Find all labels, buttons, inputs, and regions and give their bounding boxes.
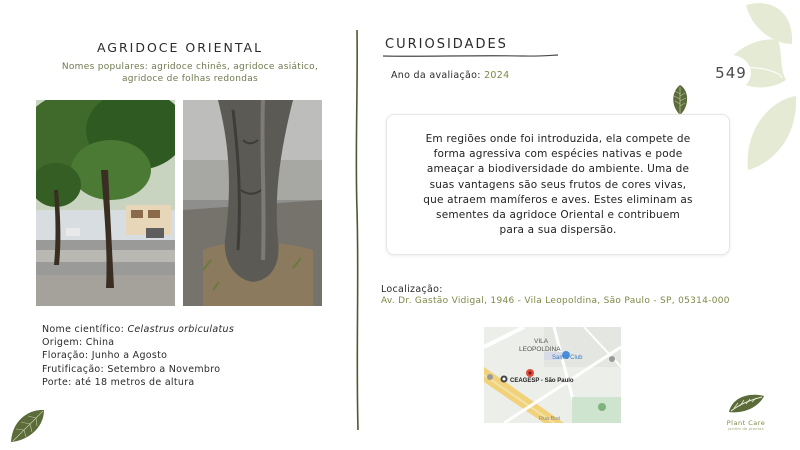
divider-line xyxy=(352,30,362,430)
evaluation-year xyxy=(391,70,509,81)
plant-size: Porte: até 18 metros de altura xyxy=(42,376,195,388)
map-street: Rua Buri xyxy=(539,416,561,422)
section-title: CURIOSIDADES xyxy=(385,37,508,52)
leaf-icon-bottom xyxy=(8,407,48,445)
tree-photo-trunk xyxy=(183,100,322,306)
curiosity-line: ameaçar a biodiversidade do ambiente. Uma de xyxy=(426,163,690,176)
plant-title: AGRIDOCE ORIENTAL xyxy=(96,40,264,55)
curiosity-line: forma agressiva com espécies nativas e pode xyxy=(433,148,683,161)
curiosity-line: sementes da agridoce Oriental e contribuem xyxy=(436,209,680,222)
curiosity-card xyxy=(386,114,730,255)
map-poi-sams-club: Sam's Club xyxy=(552,355,583,361)
scientific-name-row xyxy=(42,323,234,336)
location-address: Av. Dr. Gastão Vidigal, 1946 - Vila Leopoldina, São Paulo - SP, 05314-000 xyxy=(381,296,730,306)
popular-names-line2: agridoce de folhas redondas xyxy=(121,74,259,84)
scientific-name: Celastrus orbiculatus xyxy=(127,324,235,335)
size-row xyxy=(42,376,234,389)
scientific-name-label: Nome científico: xyxy=(42,324,128,335)
year-label: Ano da avaliação: xyxy=(391,70,485,81)
origin-row xyxy=(42,336,234,349)
popular-names-line1: Nomes populares: agridoce chinês, agridoce asiático, xyxy=(61,62,319,72)
curiosity-line: Em regiões onde foi introduzida, ela compete de xyxy=(425,133,691,145)
fruiting-row xyxy=(42,363,234,376)
origin: Origem: China xyxy=(42,337,115,349)
brand-leaf-icon xyxy=(726,392,766,414)
brand-logo xyxy=(716,392,776,431)
plant-specs xyxy=(42,323,234,389)
map-poi-ceagesp: CEAGESP - São Paulo xyxy=(510,378,574,384)
flowering-row xyxy=(42,349,234,362)
popular-names xyxy=(40,61,340,85)
map-district-line2: LEOPOLDINA xyxy=(519,346,561,353)
title-underline xyxy=(383,53,558,59)
year-value: 2024 xyxy=(484,70,510,81)
tree-photo-street xyxy=(36,100,175,306)
fruiting: Frutificação: Setembro a Novembro xyxy=(42,363,221,375)
location-map[interactable] xyxy=(484,327,621,423)
curiosity-text xyxy=(399,132,717,238)
plant-number-badge: 549 xyxy=(711,55,751,91)
curiosity-line: para a sua dispersão. xyxy=(499,224,617,237)
flowering: Floração: Junho a Agosto xyxy=(42,350,168,362)
brand-tagline: jardim de plantas xyxy=(728,427,764,431)
curiosity-line: suas vantagens são seus frutos de cores vivas, xyxy=(429,178,687,191)
leaf-icon xyxy=(669,84,691,116)
map-district-line1: VILA xyxy=(534,338,549,345)
curiosity-line: que atraem mamíferos e aves. Estes eliminam as xyxy=(423,193,693,206)
location-label: Localização: xyxy=(381,284,443,295)
brand-name: Plant Care xyxy=(726,419,766,427)
